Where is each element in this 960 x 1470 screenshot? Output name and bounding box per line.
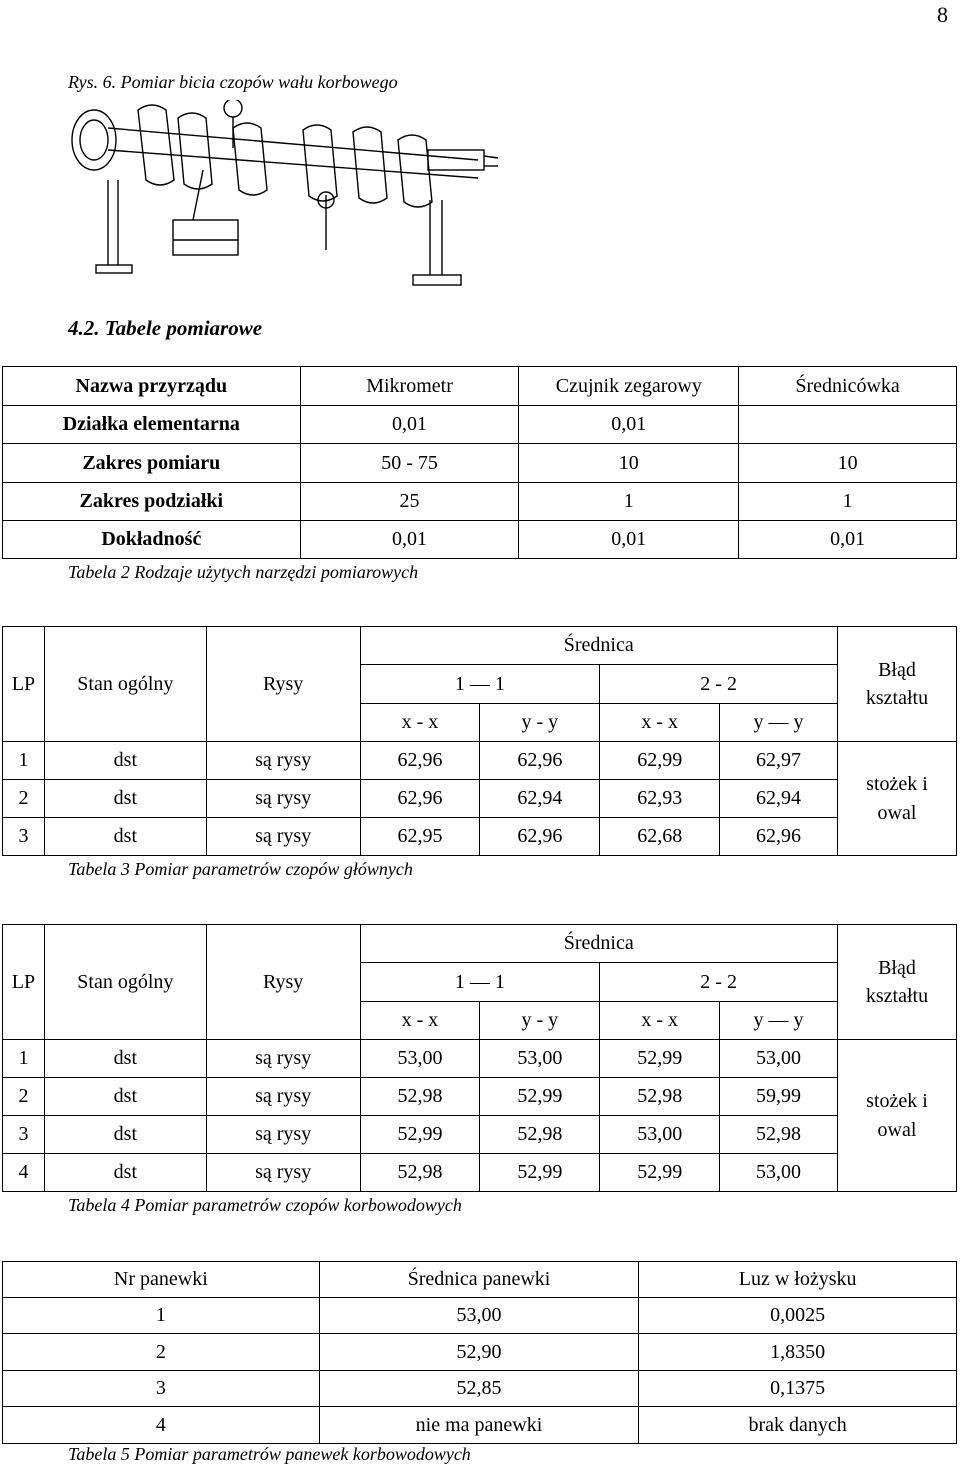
cell-lp: 2	[3, 780, 45, 818]
header-lp: LP	[3, 627, 45, 742]
table-cell: 0,01	[300, 406, 519, 444]
header-rysy: Rysy	[206, 925, 360, 1040]
row-label: Dokładność	[3, 521, 301, 559]
cell-stan: dst	[44, 742, 206, 780]
cell-value: 52,98	[480, 1116, 600, 1154]
cell-value: 52,99	[480, 1078, 600, 1116]
header-stan: Stan ogólny	[44, 627, 206, 742]
table-cell: 4	[3, 1407, 320, 1444]
table-cell: 25	[300, 483, 519, 521]
header-section-2: 2 - 2	[600, 665, 838, 704]
header-rysy: Rysy	[206, 627, 360, 742]
cell-value: 62,99	[600, 742, 720, 780]
table-row	[3, 1298, 957, 1334]
table-cell: 0,1375	[639, 1371, 957, 1407]
table-cell	[739, 406, 957, 444]
header-section-1: 1 — 1	[360, 963, 600, 1002]
table-cell: 0,0025	[639, 1298, 957, 1334]
cell-value: 62,97	[720, 742, 838, 780]
cell-value: 52,98	[360, 1078, 480, 1116]
table-row	[3, 1040, 957, 1078]
table-header-row	[3, 1262, 957, 1298]
cell-value: 62,94	[480, 780, 600, 818]
cell-stan: dst	[44, 1154, 206, 1192]
cell-value: 53,00	[720, 1154, 838, 1192]
cell-lp: 4	[3, 1154, 45, 1192]
crank-journals-table	[2, 924, 957, 1192]
cell-lp: 3	[3, 818, 45, 856]
table-row	[3, 1154, 957, 1192]
header-xx: x - x	[600, 1002, 720, 1040]
table-caption: Tabela 5 Pomiar parametrów panewek korbowodowych	[68, 1444, 471, 1464]
header-cell: Czujnik zegarowy	[519, 367, 739, 406]
cell-stan: dst	[44, 1040, 206, 1078]
header-srednica: Średnica	[360, 925, 837, 963]
cell-blad: stożek i owal	[837, 742, 956, 856]
figure-caption: Rys. 6. Pomiar bicia czopów wału korbowego	[68, 72, 398, 92]
header-xx: x - x	[600, 704, 720, 742]
section-title: 4.2. Tabele pomiarowe	[68, 316, 263, 340]
header-stan: Stan ogólny	[44, 925, 206, 1040]
cell-value: 52,99	[480, 1154, 600, 1192]
header-cell: Luz w łożysku	[639, 1262, 957, 1298]
cell-rysy: są rysy	[206, 1040, 360, 1078]
cell-rysy: są rysy	[206, 1154, 360, 1192]
table-row	[3, 444, 957, 483]
cell-blad: stożek i owal	[837, 1040, 956, 1192]
header-cell: Nazwa przyrządu	[3, 367, 301, 406]
cell-value: 52,98	[360, 1154, 480, 1192]
cell-stan: dst	[44, 818, 206, 856]
table-cell: 10	[739, 444, 957, 483]
header-cell: Mikrometr	[300, 367, 519, 406]
tools-table	[2, 366, 957, 559]
header-yy: y - y	[480, 1002, 600, 1040]
table-cell: 50 - 75	[300, 444, 519, 483]
table-row	[3, 1334, 957, 1371]
header-yy: y - y	[480, 704, 600, 742]
table-cell: 2	[3, 1334, 320, 1371]
cell-stan: dst	[44, 1116, 206, 1154]
cell-value: 62,95	[360, 818, 480, 856]
table-cell: nie ma panewki	[319, 1407, 639, 1444]
cell-rysy: są rysy	[206, 742, 360, 780]
table-caption: Tabela 2 Rodzaje użytych narzędzi pomiarowych	[68, 562, 419, 582]
cell-value: 62,96	[480, 742, 600, 780]
table-cell: 1,8350	[639, 1334, 957, 1371]
table-cell: 1	[3, 1298, 320, 1334]
header-blad: Błąd kształtu	[837, 627, 956, 742]
header-section-1: 1 — 1	[360, 665, 600, 704]
table-row	[3, 483, 957, 521]
cell-lp: 2	[3, 1078, 45, 1116]
table-cell: brak danych	[639, 1407, 957, 1444]
cell-value: 62,68	[600, 818, 720, 856]
cell-value: 53,00	[480, 1040, 600, 1078]
table-cell: 0,01	[300, 521, 519, 559]
cell-value: 62,96	[360, 780, 480, 818]
cell-lp: 1	[3, 1040, 45, 1078]
cell-value: 52,98	[600, 1078, 720, 1116]
main-journals-table	[2, 626, 957, 856]
cell-value: 52,99	[600, 1040, 720, 1078]
cell-stan: dst	[44, 780, 206, 818]
row-label: Zakres pomiaru	[3, 444, 301, 483]
page-number: 8	[937, 2, 948, 27]
table-row	[3, 742, 957, 780]
table-cell: 1	[519, 483, 739, 521]
bearings-table	[2, 1261, 957, 1444]
table-row	[3, 521, 957, 559]
header-xx: x - x	[360, 1002, 480, 1040]
cell-value: 53,00	[360, 1040, 480, 1078]
cell-rysy: są rysy	[206, 1078, 360, 1116]
table-cell: 10	[519, 444, 739, 483]
header-blad: Błąd kształtu	[837, 925, 956, 1040]
cell-rysy: są rysy	[206, 1116, 360, 1154]
table-row	[3, 780, 957, 818]
header-cell: Średnica panewki	[319, 1262, 639, 1298]
table-row	[3, 1078, 957, 1116]
header-xx: x - x	[360, 704, 480, 742]
table-caption: Tabela 4 Pomiar parametrów czopów korbowodowych	[68, 1195, 462, 1215]
cell-value: 52,99	[600, 1154, 720, 1192]
table-row	[3, 1371, 957, 1407]
header-cell: Średnicówka	[739, 367, 957, 406]
cell-value: 53,00	[720, 1040, 838, 1078]
table-caption: Tabela 3 Pomiar parametrów czopów głównych	[68, 859, 413, 879]
header-section-2: 2 - 2	[600, 963, 838, 1002]
cell-value: 53,00	[600, 1116, 720, 1154]
cell-stan: dst	[44, 1078, 206, 1116]
table-row	[3, 406, 957, 444]
table-row	[3, 1407, 957, 1444]
cell-value: 62,94	[720, 780, 838, 818]
table-row	[3, 818, 957, 856]
cell-value: 59,99	[720, 1078, 838, 1116]
row-label: Zakres podziałki	[3, 483, 301, 521]
cell-value: 52,98	[720, 1116, 838, 1154]
cell-value: 62,96	[480, 818, 600, 856]
header-yy: y — y	[720, 1002, 838, 1040]
cell-lp: 3	[3, 1116, 45, 1154]
table-row	[3, 1116, 957, 1154]
cell-value: 62,96	[720, 818, 838, 856]
cell-value: 52,99	[360, 1116, 480, 1154]
table-cell: 0,01	[739, 521, 957, 559]
table-cell: 0,01	[519, 521, 739, 559]
table-cell: 0,01	[519, 406, 739, 444]
header-lp: LP	[3, 925, 45, 1040]
table-cell: 53,00	[319, 1298, 639, 1334]
table-header-row	[3, 367, 957, 406]
crankshaft-drawing	[68, 100, 503, 300]
header-cell: Nr panewki	[3, 1262, 320, 1298]
cell-lp: 1	[3, 742, 45, 780]
table-cell: 1	[739, 483, 957, 521]
cell-rysy: są rysy	[206, 780, 360, 818]
cell-value: 62,96	[360, 742, 480, 780]
cell-rysy: są rysy	[206, 818, 360, 856]
table-cell: 3	[3, 1371, 320, 1407]
cell-value: 62,93	[600, 780, 720, 818]
table-cell: 52,90	[319, 1334, 639, 1371]
header-yy: y — y	[720, 704, 838, 742]
header-srednica: Średnica	[360, 627, 837, 665]
table-cell: 52,85	[319, 1371, 639, 1407]
row-label: Działka elementarna	[3, 406, 301, 444]
